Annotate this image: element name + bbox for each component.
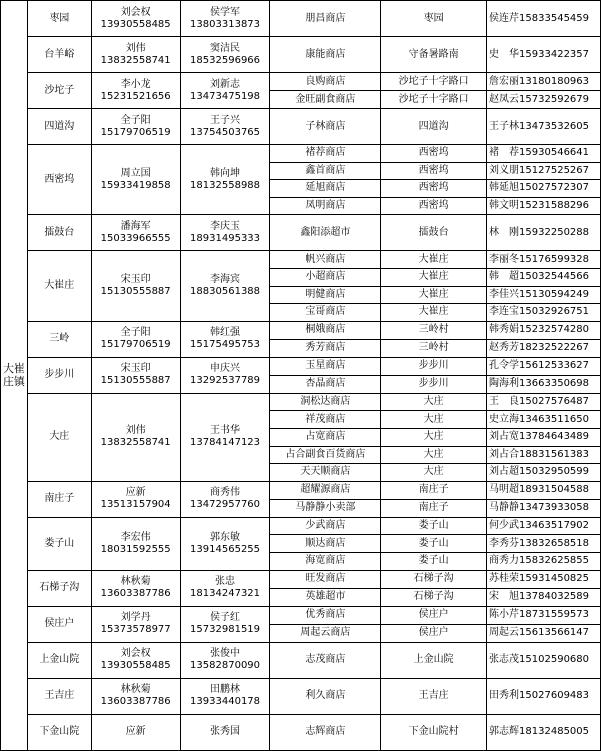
person-name: 应新 [125, 487, 146, 499]
shop-contact: 宋 旭13784032589 [487, 588, 601, 606]
person-phone: 15373578977 [100, 624, 171, 635]
table-row [1, 642, 601, 678]
person-name: 李小龙 [120, 78, 151, 90]
shop-location: 南庄子 [381, 481, 487, 499]
table-row [1, 481, 601, 499]
person-phone: 13754503765 [190, 126, 261, 138]
shop-contact: 侯连芹15833545459 [487, 1, 601, 37]
village-name: 四道沟 [27, 109, 91, 145]
person-name: 刘伟 [125, 425, 146, 437]
responsible-person [91, 393, 180, 481]
shop-name: 利久商店 [270, 678, 381, 714]
shop-location: 南庄子 [381, 499, 487, 517]
shop-name: 延旭商店 [270, 180, 381, 198]
table-row [1, 251, 601, 269]
person-phone: 18132558988 [190, 179, 261, 191]
assistant-person [180, 37, 270, 73]
responsible-person [91, 517, 180, 570]
person-name: 侯学军 [210, 6, 241, 18]
responsible-person [91, 73, 180, 109]
shop-location: 侯庄户 [381, 606, 487, 624]
person-phone: 13603387786 [100, 696, 171, 707]
shop-contact: 郭志辉18132485005 [487, 714, 601, 750]
table-row [1, 145, 601, 163]
responsible-person [91, 251, 180, 321]
shop-name: 秀芳商店 [270, 339, 381, 357]
responsible-person [91, 215, 180, 251]
shop-name: 杏晶商店 [270, 375, 381, 393]
shop-name: 玉星商店 [270, 357, 381, 375]
person-phone: 15179706519 [100, 339, 171, 351]
village-name: 侯庄户 [27, 606, 91, 642]
shop-location: 娄子山 [381, 552, 487, 570]
person-phone: 13930558485 [100, 18, 171, 30]
shop-name: 英雄超市 [270, 588, 381, 606]
shop-location: 三岭村 [381, 321, 487, 339]
assistant-person [180, 73, 270, 109]
shop-contact: 史 华15933422357 [487, 37, 601, 73]
shop-contact: 李秀芬13832658518 [487, 535, 601, 553]
shop-name: 褚荐商店 [270, 145, 381, 163]
shop-location: 步步川 [381, 375, 487, 393]
shop-name: 明健商店 [270, 286, 381, 304]
shop-contact: 刘占宽13784643489 [487, 428, 601, 446]
person-name: 张忠 [215, 576, 236, 587]
table-row [1, 321, 601, 339]
assistant-person [180, 570, 270, 606]
shop-name: 优秀商店 [270, 606, 381, 624]
person-name: 王子兴 [210, 114, 241, 126]
person-phone: 18134247321 [190, 588, 261, 599]
assistant-person [180, 481, 270, 517]
shop-location: 步步川 [381, 357, 487, 375]
shop-contact: 陶海利13663350698 [487, 375, 601, 393]
shop-name: 凤明商店 [270, 197, 381, 215]
person-name: 王书华 [210, 425, 241, 437]
person-name: 刘学丹 [120, 612, 151, 623]
shop-name: 马静静小卖部 [270, 499, 381, 517]
person-name: 全子阳 [120, 327, 151, 339]
person-phone: 13832558741 [100, 54, 171, 66]
responsible-person [91, 678, 180, 714]
shop-location: 王吉庄 [381, 678, 487, 714]
village-name: 枣园 [27, 1, 91, 37]
village-name: 上金山院 [27, 642, 91, 678]
person-phone: 18931495333 [190, 232, 261, 244]
shop-location: 娄子山 [381, 535, 487, 553]
shop-contact: 陈小芹18731559573 [487, 606, 601, 624]
responsible-person [91, 714, 180, 750]
village-name: 大崔庄 [27, 251, 91, 321]
person-name: 周立国 [120, 167, 151, 179]
responsible-person [91, 37, 180, 73]
person-name: 刘会权 [120, 648, 151, 659]
person-phone: 13933440178 [190, 696, 261, 707]
shop-name: 帆兴商店 [270, 251, 381, 269]
village-name: 王吉庄 [27, 678, 91, 714]
shop-location: 娄子山 [381, 517, 487, 535]
shop-location: 石梯子沟 [381, 570, 487, 588]
person-name: 刘新志 [210, 78, 241, 90]
shop-location: 下金山院村 [381, 714, 487, 750]
shop-name: 天天顺商店 [270, 464, 381, 482]
responsible-person [91, 481, 180, 517]
shop-location: 大崔庄 [381, 304, 487, 322]
shop-contact: 李丽冬15176599328 [487, 251, 601, 269]
shop-contact: 林 刚15932250288 [487, 215, 601, 251]
village-name: 石梯子沟 [27, 570, 91, 606]
shop-contact: 何少武13463517902 [487, 517, 601, 535]
shop-location: 西密坞 [381, 145, 487, 163]
person-name: 张秀国 [210, 726, 241, 737]
shop-name: 康能商店 [270, 37, 381, 73]
person-name: 商秀伟 [210, 487, 241, 499]
person-phone: 13803313873 [190, 18, 261, 30]
shop-location: 枣园 [381, 1, 487, 37]
shop-location: 大庄 [381, 411, 487, 429]
person-phone: 15033966555 [100, 232, 171, 244]
person-name: 韩红强 [210, 327, 241, 339]
table-row [1, 37, 601, 73]
person-name: 宋玉印 [120, 274, 151, 286]
person-phone: 13930558485 [100, 660, 171, 671]
village-name: 三岭 [27, 321, 91, 357]
assistant-person [180, 321, 270, 357]
shop-contact: 刘占超15032950599 [487, 464, 601, 482]
person-phone: 13914565255 [190, 543, 261, 555]
person-name: 申庆兴 [210, 363, 241, 375]
shop-contact: 韩 超15032544566 [487, 268, 601, 286]
person-name: 李宏伟 [120, 531, 151, 543]
shop-contact: 苏桂荣15931450825 [487, 570, 601, 588]
responsible-person [91, 1, 180, 37]
village-name: 沙坨子 [27, 73, 91, 109]
shop-location: 大庄 [381, 428, 487, 446]
village-name: 台羊峪 [27, 37, 91, 73]
person-phone: 18532596966 [190, 54, 261, 66]
assistant-person [180, 251, 270, 321]
shop-contact: 赵凤云15732592679 [487, 91, 601, 109]
shop-location: 守备暑路南 [381, 37, 487, 73]
shop-name: 小超商店 [270, 268, 381, 286]
shop-contact: 孔令学15612533627 [487, 357, 601, 375]
shop-contact: 田秀利15027609483 [487, 678, 601, 714]
village-name: 西密坞 [27, 145, 91, 215]
person-name: 侯子红 [210, 612, 241, 623]
assistant-person [180, 517, 270, 570]
shop-location: 四道沟 [381, 109, 487, 145]
responsible-person [91, 321, 180, 357]
shop-contact: 张志茂15102590680 [487, 642, 601, 678]
person-name: 林秋菊 [120, 576, 151, 587]
shop-location: 沙坨子十字路口 [381, 73, 487, 91]
person-phone: 13784147123 [190, 437, 261, 449]
person-phone: 15732981519 [190, 624, 261, 635]
table-row [1, 109, 601, 145]
table-row [1, 517, 601, 535]
person-phone: 15175495753 [190, 339, 261, 351]
shop-contact: 褚 荐15930546641 [487, 145, 601, 163]
shop-location: 上金山院 [381, 642, 487, 678]
person-name: 韩向坤 [210, 167, 241, 179]
shop-name: 占宽商店 [270, 428, 381, 446]
shop-contact: 刘占合18831561383 [487, 446, 601, 464]
shop-name: 少武商店 [270, 517, 381, 535]
shop-location: 西密坞 [381, 197, 487, 215]
responsible-person [91, 642, 180, 678]
person-phone: 13513157904 [100, 499, 171, 511]
person-phone: 18031592555 [100, 543, 171, 555]
shop-name: 顺达商店 [270, 535, 381, 553]
assistant-person [180, 642, 270, 678]
person-phone: 15130555887 [100, 286, 171, 298]
shop-name: 占合副食百货商店 [270, 446, 381, 464]
shop-location: 大庄 [381, 446, 487, 464]
person-phone: 15130555887 [100, 375, 171, 387]
shop-contact: 刘义朋15127525267 [487, 162, 601, 180]
person-phone: 13292537789 [190, 375, 261, 387]
village-name: 大庄 [27, 393, 91, 481]
shop-contact: 商秀力15832625855 [487, 552, 601, 570]
shop-location: 大崔庄 [381, 268, 487, 286]
table-row [1, 570, 601, 588]
shop-name: 朋昌商店 [270, 1, 381, 37]
person-phone: 18830561388 [190, 286, 261, 298]
person-name: 李海宾 [210, 274, 241, 286]
shop-contact: 李佳兴15130594249 [487, 286, 601, 304]
shop-name: 周起云商店 [270, 624, 381, 642]
assistant-person [180, 215, 270, 251]
shop-location: 侯庄户 [381, 624, 487, 642]
table-row [1, 678, 601, 714]
shop-name: 桐娥商店 [270, 321, 381, 339]
shop-location: 西密坞 [381, 180, 487, 198]
table-row [1, 1, 601, 37]
shop-location: 沙坨子十字路口 [381, 91, 487, 109]
responsible-person [91, 145, 180, 215]
shop-contact: 马静静13473933058 [487, 499, 601, 517]
shop-name: 金旺副食商店 [270, 91, 381, 109]
person-phone: 15179706519 [100, 126, 171, 138]
village-name: 擂鼓台 [27, 215, 91, 251]
person-name: 宋玉印 [120, 363, 151, 375]
person-name: 李庆玉 [210, 220, 241, 232]
person-phone: 15933419858 [100, 179, 171, 191]
assistant-person [180, 393, 270, 481]
person-name: 郭东敏 [210, 531, 241, 543]
table-row [1, 714, 601, 750]
person-name: 刘会权 [120, 6, 151, 18]
person-phone: 13472957760 [190, 499, 261, 511]
village-name: 步步川 [27, 357, 91, 393]
table-row [1, 393, 601, 411]
shop-name: 鑫首商店 [270, 162, 381, 180]
table-row [1, 215, 601, 251]
shop-name: 宝哥商店 [270, 304, 381, 322]
shop-location: 大庄 [381, 464, 487, 482]
shop-location: 大庄 [381, 393, 487, 411]
shop-location: 三岭村 [381, 339, 487, 357]
person-phone: 13832558741 [100, 437, 171, 449]
shop-location: 大崔庄 [381, 251, 487, 269]
responsible-person [91, 606, 180, 642]
shop-name: 良购商店 [270, 73, 381, 91]
assistant-person [180, 145, 270, 215]
assistant-person [180, 714, 270, 750]
shop-name: 海宽商店 [270, 552, 381, 570]
shop-contact: 詹宏丽13180180963 [487, 73, 601, 91]
assistant-person [180, 678, 270, 714]
assistant-person [180, 1, 270, 37]
shop-name: 超耀源商店 [270, 481, 381, 499]
shop-contact: 韩文明15231588296 [487, 197, 601, 215]
assistant-person [180, 109, 270, 145]
shop-name: 鑫阳添超市 [270, 215, 381, 251]
person-phone: 13473475198 [190, 90, 261, 102]
shop-location: 西密坞 [381, 162, 487, 180]
shop-location: 擂鼓台 [381, 215, 487, 251]
person-phone: 13582870090 [190, 660, 261, 671]
shop-location: 大崔庄 [381, 286, 487, 304]
responsible-person [91, 570, 180, 606]
shop-contact: 周起云15613566147 [487, 624, 601, 642]
table-row [1, 73, 601, 91]
shop-name: 洞松达商店 [270, 393, 381, 411]
person-phone: 13603387786 [100, 588, 171, 599]
table-row [1, 606, 601, 624]
person-name: 全子阳 [120, 114, 151, 126]
village-name: 下金山院 [27, 714, 91, 750]
shop-contact: 赵秀芳18232522267 [487, 339, 601, 357]
assistant-person [180, 357, 270, 393]
shop-contact: 李连宝15032926751 [487, 304, 601, 322]
shop-name: 旺发商店 [270, 570, 381, 588]
shop-location: 石梯子沟 [381, 588, 487, 606]
responsible-person [91, 109, 180, 145]
person-phone: 15231521656 [100, 90, 171, 102]
shop-name: 志辉商店 [270, 714, 381, 750]
shop-contact: 王 良15027576487 [487, 393, 601, 411]
shop-name: 祥茂商店 [270, 411, 381, 429]
shop-contact: 韩延旭15027572307 [487, 180, 601, 198]
village-name: 南庄子 [27, 481, 91, 517]
person-name: 田鹏林 [210, 684, 241, 695]
person-name: 张俊中 [210, 648, 241, 659]
shop-contact: 韩秀娟15232574280 [487, 321, 601, 339]
shop-name: 志茂商店 [270, 642, 381, 678]
person-name: 刘伟 [125, 42, 146, 54]
person-name: 林秋菊 [120, 684, 151, 695]
person-name: 潘海军 [120, 220, 151, 232]
village-name: 娄子山 [27, 517, 91, 570]
shop-contact: 马明超18931504588 [487, 481, 601, 499]
person-name: 窦洁民 [210, 42, 241, 54]
shop-contact: 王子林13473532605 [487, 109, 601, 145]
shop-contact: 史立海13463511650 [487, 411, 601, 429]
responsible-person [91, 357, 180, 393]
assistant-person [180, 606, 270, 642]
table-row [1, 357, 601, 375]
town-name: 大崔庄镇 [1, 1, 28, 751]
person-name: 应新 [125, 726, 146, 737]
shop-name: 子林商店 [270, 109, 381, 145]
